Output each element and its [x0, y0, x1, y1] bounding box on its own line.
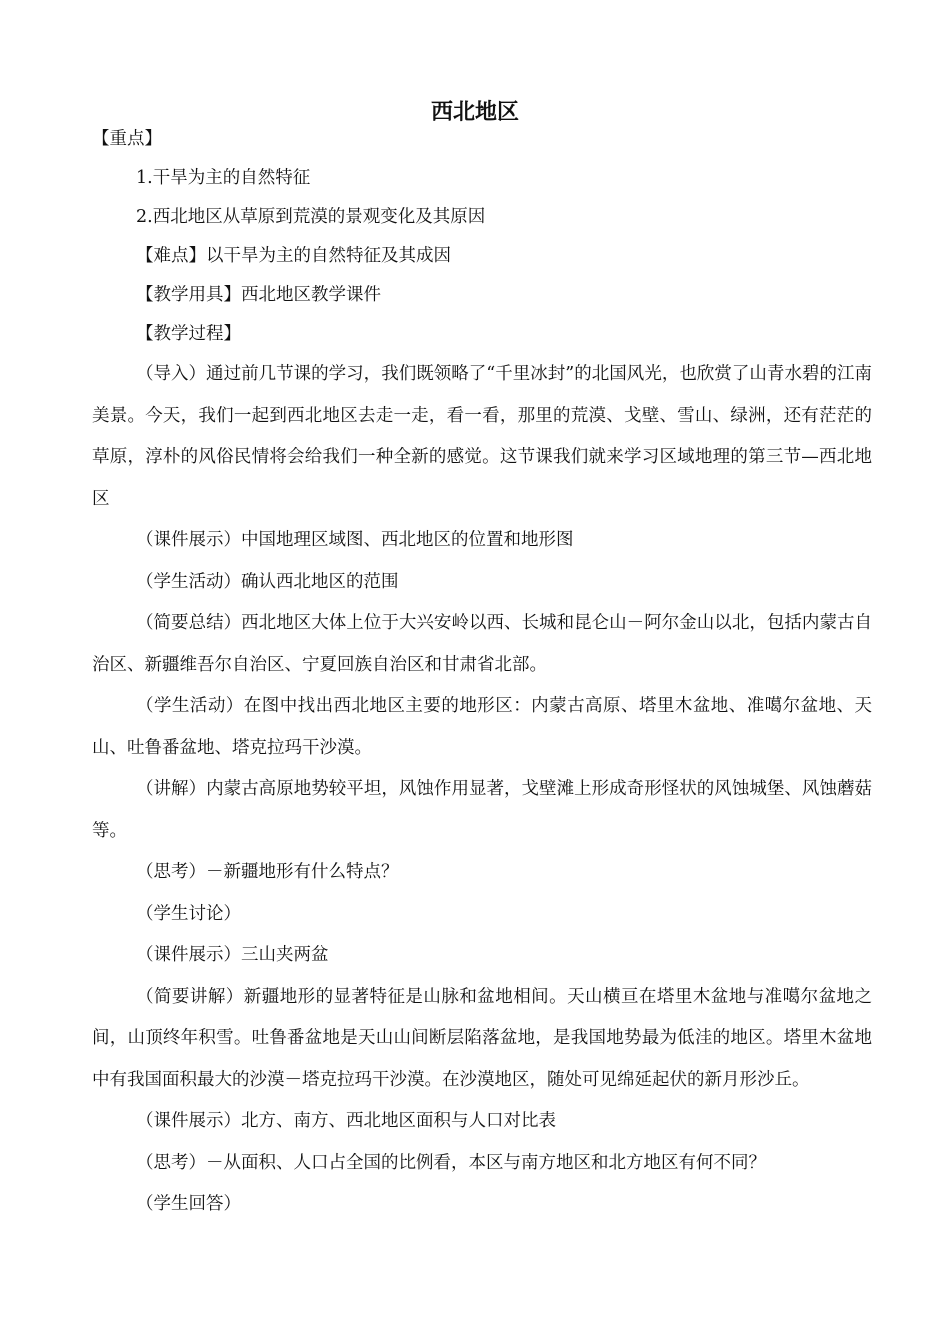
paragraph-explain-xinjiang: （简要讲解）新疆地形的显著特征是山脉和盆地相间。天山横亘在塔里木盆地与准噶尔盆地之间，山顶终年积雪。吐鲁番盆地是天山山间断层陷落盆地，是我国地势最为低洼的地区。塔里木盆地中有我国面积最大的沙漠－塔克拉玛干沙漠。在沙漠地区，随处可见绵延起伏的新月形沙丘。 — [92, 986, 872, 1090]
paragraph-question-comparison: （思考）－从面积、人口占全国的比例看，本区与南方地区和北方地区有何不同？ — [136, 1152, 766, 1173]
paragraph-slide-mountains: （课件展示）三山夹两盆 — [136, 945, 329, 965]
difficulty-line: 【难点】以干旱为主的自然特征及其成因 — [136, 246, 451, 266]
paragraph-slide-map: （课件展示）中国地理区域图、西北地区的位置和地形图 — [136, 530, 574, 550]
document-title: 西北地区 — [430, 100, 519, 125]
paragraph-slide-comparison: （课件展示）北方、南方、西北地区面积与人口对比表 — [136, 1111, 556, 1131]
paragraph-summary-location: （简要总结）西北地区大体上位于大兴安岭以西、长城和昆仑山－阿尔金山以北，包括内蒙古自治区、新疆维吾尔自治区、宁夏回族自治区和甘肃省北部。 — [92, 613, 872, 675]
paragraph-intro: （导入）通过前几节课的学习，我们既领略了“千里冰封”的北国风光，也欣赏了山青水碧的江南美景。今天，我们一起到西北地区去走一走，看一看，那里的荒漠、戈壁、雪山、绿洲，还有茫茫的草原，淳朴的风俗民情将会给我们一种全新的感觉。这节课我们就来学习区域地理的第三节—西北地区 — [92, 364, 872, 509]
tools-line: 【教学用具】西北地区教学课件 — [136, 285, 381, 305]
document-body — [92, 120, 872, 1226]
paragraph-activity-terrain: （学生活动）在图中找出西北地区主要的地形区：内蒙古高原、塔里木盆地、准噶尔盆地、天山、吐鲁番盆地、塔克拉玛干沙漠。 — [92, 696, 872, 758]
paragraph-question-xinjiang: （思考）－新疆地形有什么特点？ — [136, 862, 399, 882]
process-heading: 【教学过程】 — [136, 324, 241, 344]
paragraph-discussion: （学生讨论） — [136, 903, 241, 924]
focus-item-1: 1.干旱为主的自然特征 — [136, 168, 311, 188]
focus-item-2: 2.西北地区从草原到荒漠的景观变化及其原因 — [136, 207, 486, 227]
paragraph-activity-range: （学生活动）确认西北地区的范围 — [136, 571, 399, 592]
paragraph-student-answer: （学生回答） — [136, 1194, 241, 1214]
focus-heading: 【重点】 — [92, 129, 162, 149]
paragraph-explain-plateau: （讲解）内蒙古高原地势较平坦，风蚀作用显著，戈壁滩上形成奇形怪状的风蚀城堡、风蚀蘑菇等。 — [92, 779, 872, 841]
